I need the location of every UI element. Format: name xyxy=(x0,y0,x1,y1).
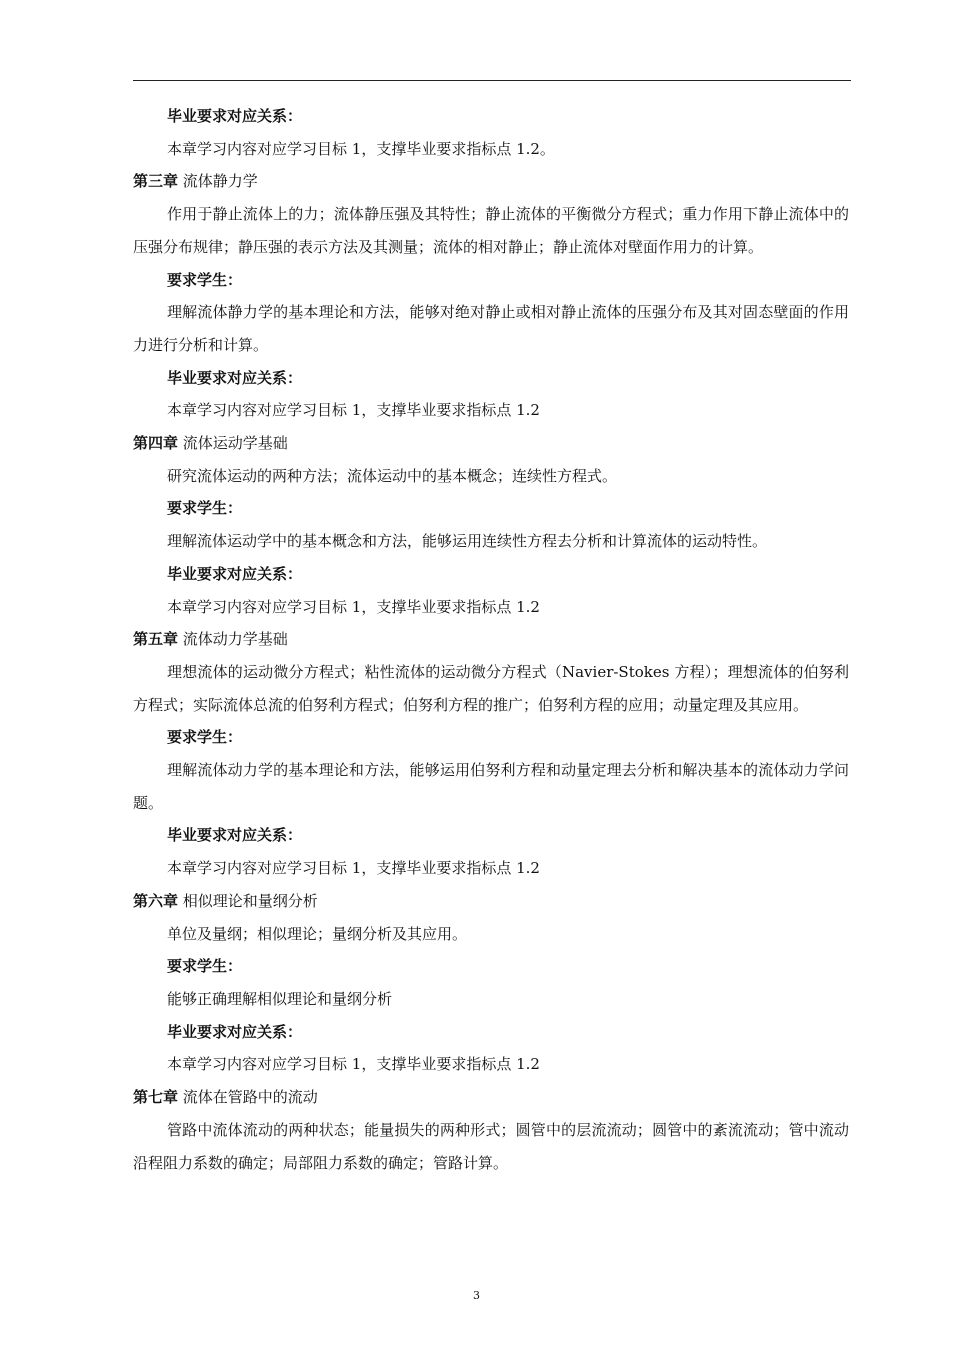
section-heading: 要求学生： xyxy=(167,728,243,747)
paragraph: 本章学习内容对应学习目标 1，支撑毕业要求指标点 1.2 xyxy=(167,401,540,420)
chapter-heading xyxy=(133,885,849,918)
paragraph: 理解流体运动学中的基本概念和方法，能够运用连续性方程去分析和计算流体的运动特性。 xyxy=(167,532,768,551)
header-rule xyxy=(133,80,851,81)
section-heading: 要求学生： xyxy=(167,499,243,518)
section-heading: 毕业要求对应关系： xyxy=(167,107,303,125)
paragraph: 研究流体运动的两种方法；流体运动中的基本概念；连续性方程式。 xyxy=(167,466,618,485)
paragraph: 理解流体动力学的基本理论和方法，能够运用伯努利方程和动量定理去分析和解决基本的流体动力学问题。 xyxy=(133,761,849,812)
section-heading: 毕业要求对应关系： xyxy=(167,368,303,387)
page-content xyxy=(133,100,849,1179)
chapter-title: 相似理论和量纲分析 xyxy=(182,891,318,910)
section-heading: 毕业要求对应关系： xyxy=(167,1022,303,1041)
paragraph: 管路中流体流动的两种状态；能量损失的两种形式；圆管中的层流流动；圆管中的紊流流动；管中流动沿程阻力系数的确定；局部阻力系数的确定；管路计算。 xyxy=(133,1120,849,1172)
chapter-heading xyxy=(133,1081,849,1114)
paragraph: 能够正确理解相似理论和量纲分析 xyxy=(167,989,393,1008)
chapter-title: 流体在管路中的流动 xyxy=(182,1088,318,1107)
paragraph: 作用于静止流体上的力；流体静压强及其特性；静止流体的平衡微分方程式；重力作用下静止流体中的压强分布规律；静压强的表示方法及其测量；流体的相对静止；静止流体对壁面作用力的计算。 xyxy=(133,205,849,256)
chapter-label: 第四章 xyxy=(133,434,179,453)
chapter-heading xyxy=(133,427,849,460)
page-number: 3 xyxy=(473,1289,480,1302)
chapter-label: 第五章 xyxy=(133,630,179,649)
chapter-title: 流体运动学基础 xyxy=(182,434,288,453)
paragraph: 本章学习内容对应学习目标 1，支撑毕业要求指标点 1.2 xyxy=(167,859,540,878)
chapter-label: 第七章 xyxy=(133,1088,179,1107)
chapter-title: 流体动力学基础 xyxy=(182,630,288,649)
section-heading: 要求学生： xyxy=(167,270,243,289)
section-heading: 毕业要求对应关系： xyxy=(167,826,303,845)
paragraph: 本章学习内容对应学习目标 1，支撑毕业要求指标点 1.2 xyxy=(167,1055,540,1074)
paragraph: 理想流体的运动微分方程式；粘性流体的运动微分方程式（Navier-Stokes 方程）；理想流体的伯努利方程式；实际流体总流的伯努利方程式；伯努利方程的推广；伯努利方程的应用；动量定理及其应用。 xyxy=(133,662,849,714)
paragraph: 理解流体静力学的基本理论和方法，能够对绝对静止或相对静止流体的压强分布及其对固态壁面的作用力进行分析和计算。 xyxy=(133,303,849,354)
paragraph: 单位及量纲；相似理论；量纲分析及其应用。 xyxy=(167,924,468,943)
chapter-title: 流体静力学 xyxy=(182,172,258,191)
chapter-heading xyxy=(133,165,849,198)
chapter-label: 第三章 xyxy=(133,172,179,191)
section-heading: 毕业要求对应关系： xyxy=(167,564,303,583)
chapter-heading xyxy=(133,623,849,656)
paragraph: 本章学习内容对应学习目标 1，支撑毕业要求指标点 1.2 xyxy=(167,597,540,616)
paragraph: 本章学习内容对应学习目标 1，支撑毕业要求指标点 1.2。 xyxy=(167,139,555,158)
section-heading: 要求学生： xyxy=(167,957,243,976)
chapter-label: 第六章 xyxy=(133,891,179,910)
